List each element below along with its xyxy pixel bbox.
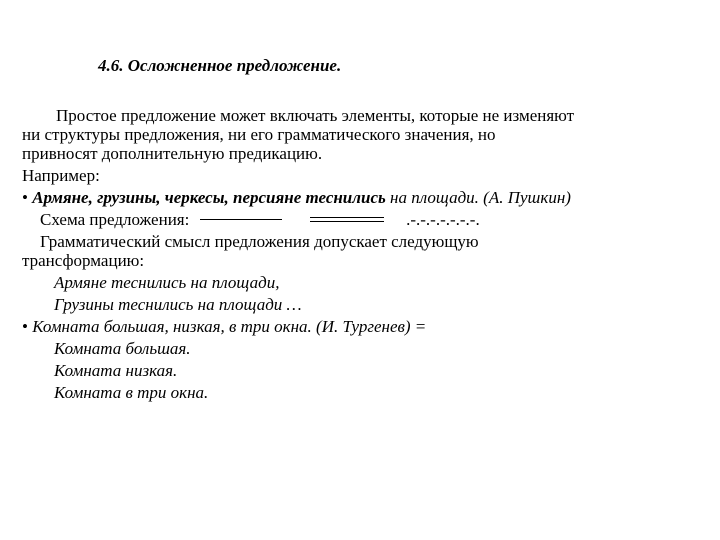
example-1-rest: на площади. (А. Пушкин) bbox=[390, 188, 571, 207]
result-line-3: Комната в три окна. bbox=[54, 383, 209, 402]
bullet: • bbox=[22, 317, 28, 336]
example-2-text: Комната большая, низкая, в три окна. (И. Тургенев) = bbox=[32, 317, 427, 336]
intro-line-2: ни структуры предложения, ни его грамматического значения, но bbox=[22, 125, 496, 144]
intro-line-3: привносят дополнительную предикацию. bbox=[22, 144, 323, 163]
result-line-1: Комната большая. bbox=[54, 339, 191, 358]
grammar-line-1: Грамматический смысл предложения допускает следующую bbox=[40, 232, 479, 251]
predicate-underline-symbol bbox=[310, 217, 384, 222]
transform-line-1: Армяне теснились на площади, bbox=[54, 273, 280, 292]
scheme-label: Схема предложения: bbox=[40, 210, 190, 229]
example-1 bbox=[22, 188, 682, 207]
transform-line-2: Грузины теснились на площади … bbox=[54, 295, 302, 314]
subject-underline-symbol bbox=[200, 219, 282, 220]
example-2 bbox=[22, 317, 682, 336]
result-line-2: Комната низкая. bbox=[54, 361, 178, 380]
example-label: Например: bbox=[22, 166, 100, 185]
bullet: • bbox=[22, 188, 28, 207]
intro-line-1: Простое предложение может включать элементы, которые не изменяют bbox=[56, 106, 575, 125]
body-text bbox=[22, 106, 682, 402]
grammar-line-2: трансформацию: bbox=[22, 251, 145, 270]
scheme-line bbox=[22, 210, 682, 229]
example-1-subjects: Армяне, грузины, черкесы, персияне теснились bbox=[32, 188, 386, 207]
section-heading: 4.6. Осложненное предложение. bbox=[98, 56, 342, 75]
circumstance-underline-symbol: .-.-.-.-.-.-.-. bbox=[406, 210, 480, 229]
